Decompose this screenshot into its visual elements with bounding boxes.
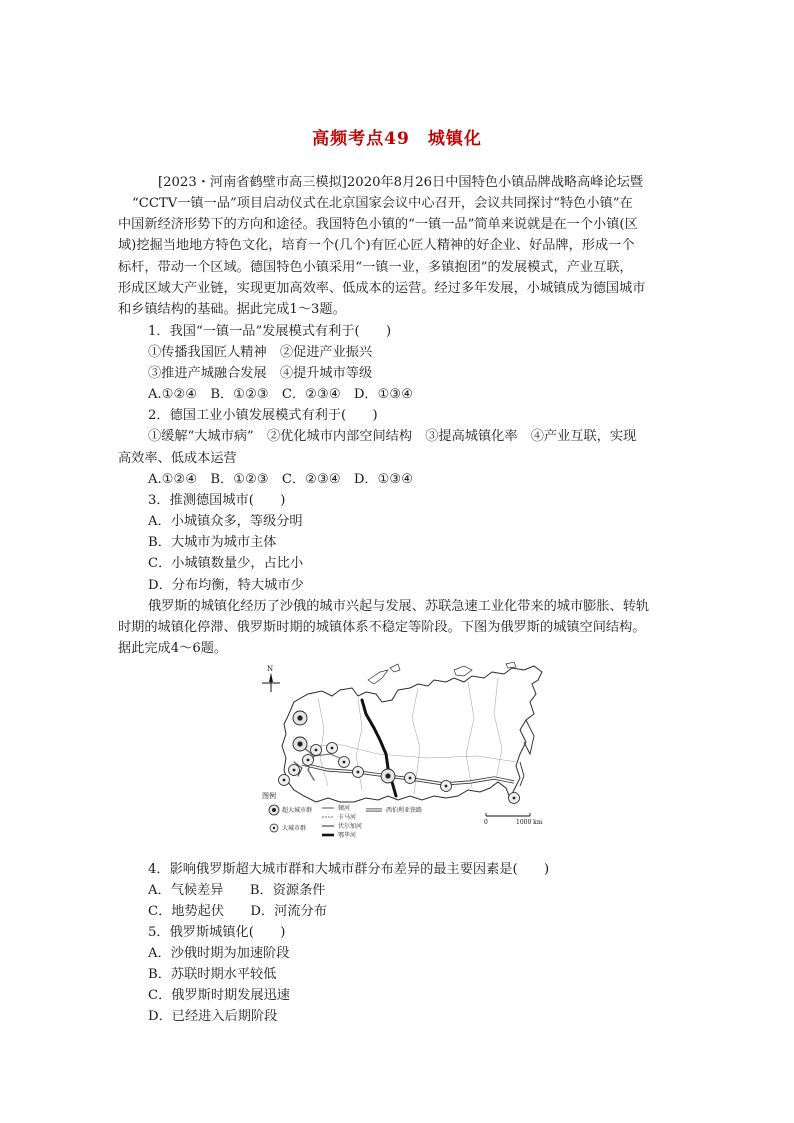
legend-kama: 卡马河 <box>338 814 357 821</box>
legend-super-large-cluster: 超大城市群 <box>282 807 313 814</box>
question-2-stem: 2．德国工业小镇发展模式有利于( ) <box>148 408 378 423</box>
super-large-city-cluster-marker <box>293 711 307 725</box>
passage2-line: 时期的城镇化停滞、俄罗斯时期的城镇体系不稳定等阶段。下图为俄罗斯的城镇空间结构。 <box>118 620 646 635</box>
question-3-stem: 3．推测德国城市( ) <box>148 493 286 508</box>
passage2-line: 俄罗斯的城镇化经历了沙俄的城市兴起与发展、苏联急速工业化带来的城市膨胀、转轨 <box>148 599 650 614</box>
north-arrow-icon <box>262 665 280 692</box>
question-4-option: C．地势起伏 D．河流分布 <box>148 904 327 919</box>
question-2-choices: A.①②④ B．①②③ C．②③④ D．①③④ <box>148 472 414 487</box>
question-1-stem: 1．我国“一镇一品”发展模式有利于( ) <box>148 324 392 339</box>
passage2-line: 据此完成4～6题。 <box>118 641 228 656</box>
passage1-line: 和乡镇结构的基础。据此完成1～3题。 <box>118 302 346 317</box>
north-label: N <box>267 665 274 673</box>
large-city-cluster-marker <box>441 781 452 792</box>
large-city-cluster-marker <box>509 793 520 804</box>
large-city-cluster-marker <box>311 745 322 756</box>
question-2-item: 高效率、低成本运营 <box>118 451 237 466</box>
question-5-option: A．沙俄时期为加速阶段 <box>148 946 290 961</box>
kamchatka <box>524 720 534 754</box>
page-title: 高频考点49 城镇化 <box>312 129 482 149</box>
passage1-line: 标杆，带动一个区域。德国特色小镇采用“一镇一业，多镇抱团”的发展模式，产业互联， <box>118 260 633 275</box>
large-city-cluster-marker <box>353 767 364 778</box>
super-large-city-cluster-marker <box>293 737 307 751</box>
question-5-stem: 5．俄罗斯城镇化( ) <box>148 925 286 940</box>
passage1-line: 中国新经济形势下的方向和途径。我国特色小镇的“一镇一品”简单来说就是在一个小镇(区 <box>118 217 638 232</box>
legend-don: 顿河 <box>338 805 351 812</box>
question-1-item: ③推进产城融合发展 ④提升城市等级 <box>148 366 373 381</box>
large-city-cluster-marker <box>289 765 300 776</box>
passage1-line: [2023・河南省鹤壁市高三模拟]2020年8月26日中国特色小镇品牌战略高峰论坛暨 <box>158 175 644 190</box>
legend-large-cluster-icon <box>270 824 278 832</box>
question-1-choices: A.①②④ B．①②③ C．②③④ D．①③④ <box>148 387 414 402</box>
legend-volga: 伏尔加河 <box>338 823 363 830</box>
question-4-option: A．气候差异 B．资源条件 <box>148 883 326 898</box>
question-5-option: D．已经进入后期阶段 <box>148 1009 278 1024</box>
passage1-line: 域)挖掘当地地方特色文化，培育一个(几个)有匠心匠人精神的好企业、好品牌，形成一个 <box>118 238 635 253</box>
legend-title: 图例 <box>262 792 276 800</box>
large-city-cluster-marker <box>303 755 314 766</box>
large-city-cluster-marker <box>339 757 350 768</box>
super-large-city-cluster-marker <box>381 769 395 783</box>
question-3-option: A．小城镇众多，等级分明 <box>148 514 303 529</box>
question-3-option: D．分布均衡，特大城市少 <box>148 578 304 593</box>
question-3-option: B．大城市为城市主体 <box>148 535 277 550</box>
question-5-option: C．俄罗斯时期发展迅速 <box>148 988 290 1003</box>
legend-super-large-cluster-icon <box>269 805 279 815</box>
large-city-cluster-marker <box>279 775 290 786</box>
legend-railway: 西伯利亚铁路 <box>386 807 423 814</box>
scale-zero: 0 <box>484 819 488 826</box>
passage1-line: 形成区域大产业链，实现更加高效率、低成本的运营。经过多年发展，小城镇成为德国城市 <box>118 281 646 296</box>
legend-ob: 鄂毕河 <box>338 832 357 839</box>
question-1-item: ①传播我国匠人精神 ②促进产业振兴 <box>148 345 373 360</box>
sakhalin <box>520 762 524 786</box>
large-city-cluster-marker <box>327 743 338 754</box>
question-2-item: ①缓解“大城市病” ②优化城市内部空间结构 ③提高城镇化率 ④产业互联，实现 <box>148 429 637 444</box>
passage1-line: “CCTV一镇一品”项目启动仪式在北京国家会议中心召开，会议共同探讨“特色小镇”在 <box>132 196 633 211</box>
question-5-option: B．苏联时期水平较低 <box>148 967 277 982</box>
large-city-cluster-marker <box>405 773 416 784</box>
question-3-option: C．小城镇数量少，占比小 <box>148 556 304 571</box>
russia-urban-structure-map <box>258 658 554 848</box>
legend-large-cluster: 大城市群 <box>282 825 307 832</box>
scale-bar <box>484 813 543 826</box>
question-4-stem: 4．影响俄罗斯超大城市群和大城市群分布差异的最主要因素是( ) <box>148 862 550 877</box>
scale-max: 1000 km <box>516 819 543 826</box>
